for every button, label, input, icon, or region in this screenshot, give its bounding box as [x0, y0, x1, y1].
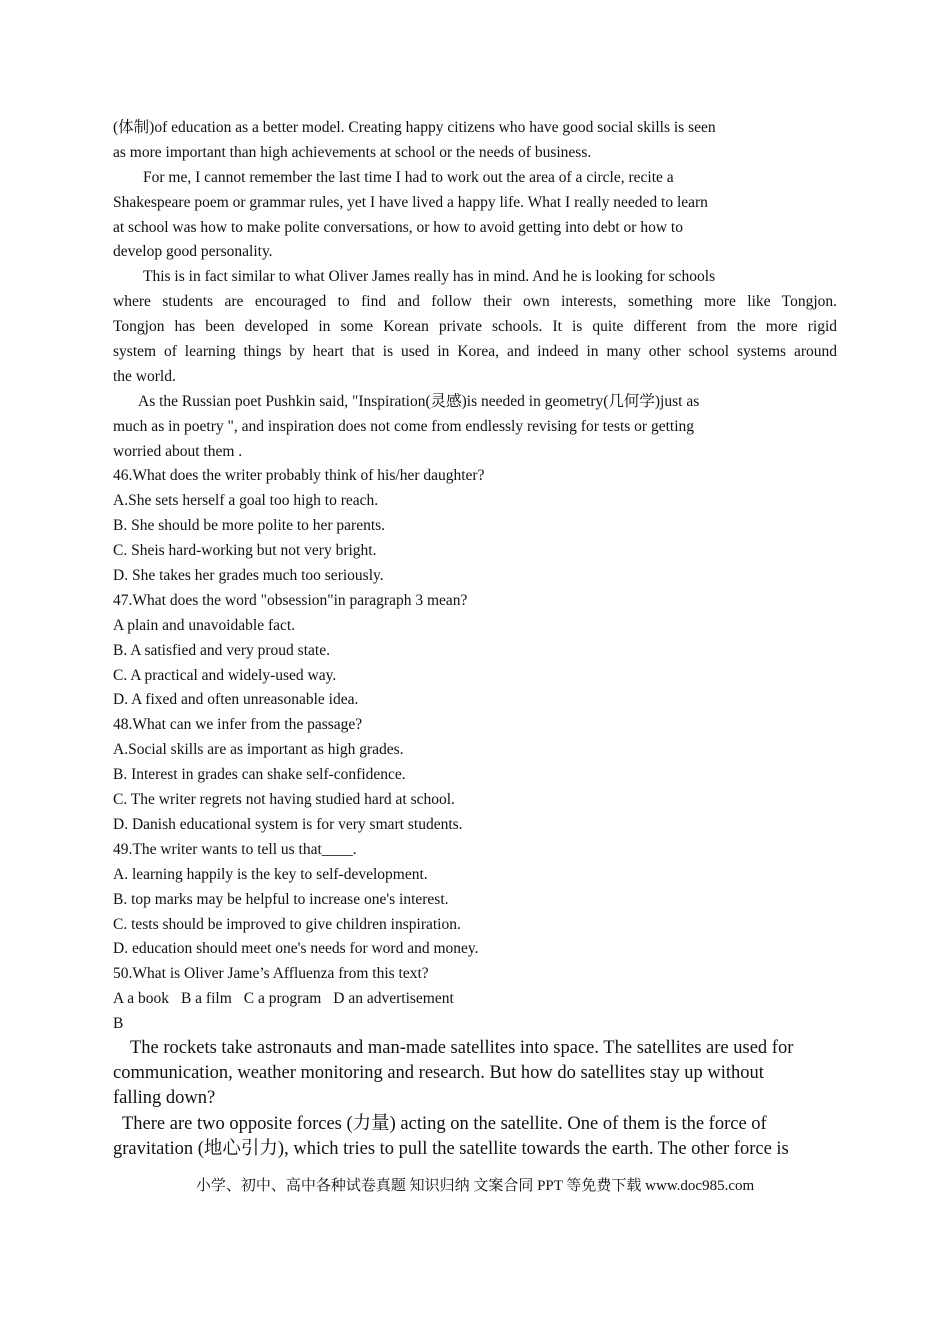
paragraph-line: The rockets take astronauts and man-made satellites into space. The satellites are used for: [130, 1038, 794, 1058]
paragraph-line: For me, I cannot remember the last time I had to work out the area of a circle, recite a: [143, 168, 674, 186]
options-row: [113, 987, 837, 1012]
section-label: B: [113, 1015, 124, 1033]
option: C a program: [243, 990, 322, 1008]
question-46: 46.What does the writer probably think of his/her daughter?: [113, 467, 485, 485]
option: D. A fixed and often unreasonable idea.: [113, 691, 359, 709]
option: B. Interest in grades can shake self-confidence.: [113, 766, 406, 784]
paragraph-line: (体制)of education as a better model. Creating happy citizens who have good social skills is seen: [113, 119, 716, 136]
option: C. A practical and widely-used way.: [113, 666, 337, 684]
paragraph-line: where students are encouraged to find and follow their own interests, something more like Tongjon.: [113, 293, 837, 311]
option: D. education should meet one's needs for word and money.: [113, 940, 479, 958]
option: C. Sheis hard-working but not very bright.: [113, 542, 377, 560]
passage-b: [113, 1036, 843, 1162]
option: A.Social skills are as important as high grades.: [113, 741, 404, 759]
paragraph-line: communication, weather monitoring and research. But how do satellites stay up without: [113, 1063, 764, 1084]
question-47: 47.What does the word "obsession"in paragraph 3 mean?: [113, 591, 468, 609]
paragraph-line: develop good personality.: [113, 243, 273, 261]
paragraph-line: As the Russian poet Pushkin said, "Inspiration(灵感)is needed in geometry(几何学)just as: [138, 392, 700, 410]
paragraph-line: the world.: [113, 367, 176, 385]
option: A plain and unavoidable fact.: [113, 616, 296, 634]
paragraph-line: Shakespeare poem or grammar rules, yet I have lived a happy life. What I really needed to learn: [113, 193, 708, 211]
question-50: 50.What is Oliver Jame’s Affluenza from this text?: [113, 965, 429, 983]
question-49: 49.The writer wants to tell us that____.: [113, 840, 357, 858]
paragraph-line: gravitation (地心引力), which tries to pull the satellite towards the earth. The other force is: [113, 1138, 789, 1159]
option: A a book: [113, 990, 169, 1008]
paragraph-line: worried about them .: [113, 442, 243, 460]
paragraph-line: system of learning things by heart that is used in Korea, and indeed in many other school systems around: [113, 343, 837, 361]
paragraph-line: as more important than high achievements at school or the needs of business.: [113, 143, 592, 161]
document-body: [113, 116, 837, 1037]
page-footer: 小学、初中、高中各种试卷真题 知识归纳 文案合同 PPT 等免费下载 www.doc985.com: [195, 1178, 755, 1194]
option: C. tests should be improved to give children inspiration.: [113, 915, 461, 933]
option: D. Danish educational system is for very smart students.: [113, 815, 463, 833]
option: B. She should be more polite to her parents.: [113, 517, 386, 535]
paragraph-line: much as in poetry ", and inspiration does not come from endlessly revising for tests or getting: [113, 417, 695, 435]
paragraph-line: falling down?: [113, 1088, 216, 1109]
option: B a film: [180, 990, 232, 1008]
paragraph-line: Tongjon has been developed in some Korean private schools. It is quite different from the more rigid: [113, 318, 837, 336]
paragraph-line: There are two opposite forces (力量) acting on the satellite. One of them is the force of: [122, 1113, 767, 1134]
option: B. A satisfied and very proud state.: [113, 641, 330, 659]
question-48: 48.What can we infer from the passage?: [113, 716, 363, 734]
option: D. She takes her grades much too seriously.: [113, 567, 384, 585]
option: B. top marks may be helpful to increase one's interest.: [113, 890, 449, 908]
option: C. The writer regrets not having studied hard at school.: [113, 791, 455, 809]
paragraph-line: at school was how to make polite conversations, or how to avoid getting into debt or how to: [113, 218, 683, 236]
option: A.She sets herself a goal too high to reach.: [113, 492, 379, 510]
paragraph-line: This is in fact similar to what Oliver James really has in mind. And he is looking for schools: [143, 268, 716, 286]
option: D an advertisement: [333, 990, 454, 1008]
option: A. learning happily is the key to self-development.: [113, 865, 428, 883]
